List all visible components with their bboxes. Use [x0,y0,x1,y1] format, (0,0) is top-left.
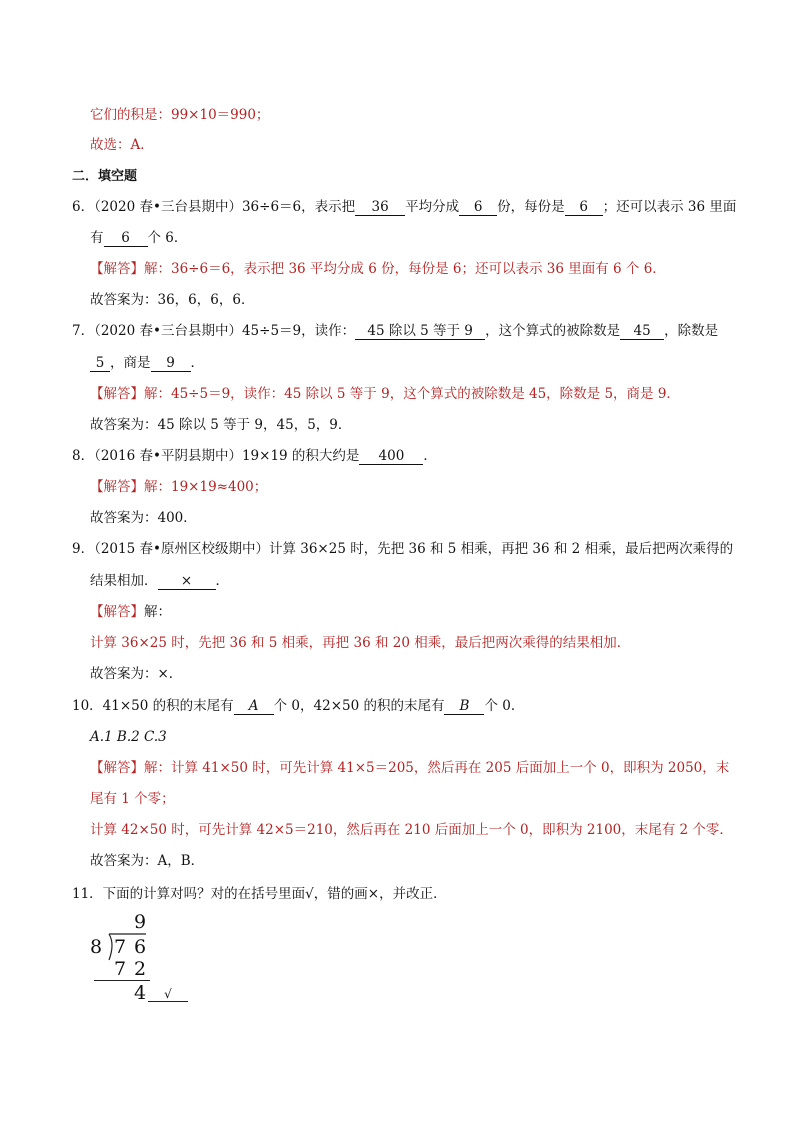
quotient: 9 [134,911,147,933]
answer-8: 【解答】解：19×19≈400； [90,479,268,495]
blank-7-4: 9 [151,355,191,372]
blank-6-1: 36 [355,199,405,216]
subtraction-line [94,980,150,981]
answer-line-choice: 故选：A． [90,137,154,153]
question-7-cont: 5 ，商是 9 ． [90,354,204,372]
remainder: 4 [134,982,147,1004]
dividend-digit: 6 [134,936,147,958]
product-digit: 7 [114,958,127,980]
section-heading: 二．填空题 [72,169,138,184]
question-9: 9．（2015 春•原州区校级期中）计算 36×25 时，先把 36 和 5 相乘，再把 36 和 2 相乘，最后把两次乘得的 [72,541,734,557]
question-6: 6．（2020 春•三台县期中）36÷6＝6，表示把 36 平均分成 6 份，每份是 6 ；还可以表示 36 里面 [72,199,737,215]
blank-6-4: 6 [104,230,148,247]
answer-10-line2: 尾有 1 个零； [90,791,175,807]
answer-line-product: 它们的积是：99×10＝990； [90,107,270,123]
blank-10-1: A [234,698,274,715]
final-10: 故答案为：A，B． [90,853,205,869]
question-6-cont: 有 6 个 6． [90,230,188,246]
blank-7-3: 5 [90,355,110,372]
blank-9-1: × [158,573,216,590]
answer-10: 【解答】解：计算 41×50 时，可先计算 41×5＝205，然后再在 205 后面加上一个 0，即积为 2050，末 [90,760,730,776]
blank-7-1: 45 除以 5 等于 9 [355,323,485,340]
answer-9: 【解答】解： [90,604,171,620]
question-9-cont: 结果相加． × ． [90,573,229,589]
answer-9-detail: 计算 36×25 时，先把 36 和 5 相乘，再把 36 和 20 相乘，最后把两次乘得的结果相加． [90,635,631,651]
final-7: 故答案为：45 除以 5 等于 9，45，5，9． [90,417,352,433]
question-10: 10．41×50 的积的末尾有 A 个 0，42×50 的积的末尾有 B 个 0． [72,698,525,714]
final-9: 故答案为：×． [90,666,183,682]
answer-6: 【解答】解：36÷6＝6，表示把 36 平均分成 6 份，每份是 6；还可以表示 36 里面有 6 个 6． [90,261,666,277]
options-10: A.1 B.2 C.3 [90,729,167,745]
answer-10-line3: 计算 42×50 时，可先计算 42×5＝210，然后再在 210 后面加上一个 0，即积为 2100，末尾有 2 个零． [90,822,733,838]
final-8: 故答案为：400． [90,510,197,526]
answer-7: 【解答】解：45÷5＝9，读作：45 除以 5 等于 9，这个算式的被除数是 45，除数是 5，商是 9． [90,386,680,402]
long-division [84,912,284,1007]
divisor: 8 [90,936,103,958]
final-6: 故答案为：36，6，6，6． [90,292,255,308]
dividend-digit: 7 [114,936,127,958]
question-7: 7．（2020 春•三台县期中）45÷5＝9，读作： 45 除以 5 等于 9 ，这个算式的被除数是 45 ，除数是 [72,323,719,339]
question-8: 8．（2016 春•平阴县期中）19×19 的积大约是 400 ． [72,448,437,464]
blank-6-2: 6 [459,199,497,216]
blank-7-2: 45 [620,323,664,340]
blank-10-2: B [444,698,484,715]
blank-6-3: 6 [565,199,603,216]
check-mark-blank: √ [148,987,188,1002]
product-digit: 2 [134,958,147,980]
question-11: 11．下面的计算对吗？对的在括号里面√，错的画×，并改正． [72,886,447,902]
blank-8-1: 400 [359,448,423,465]
